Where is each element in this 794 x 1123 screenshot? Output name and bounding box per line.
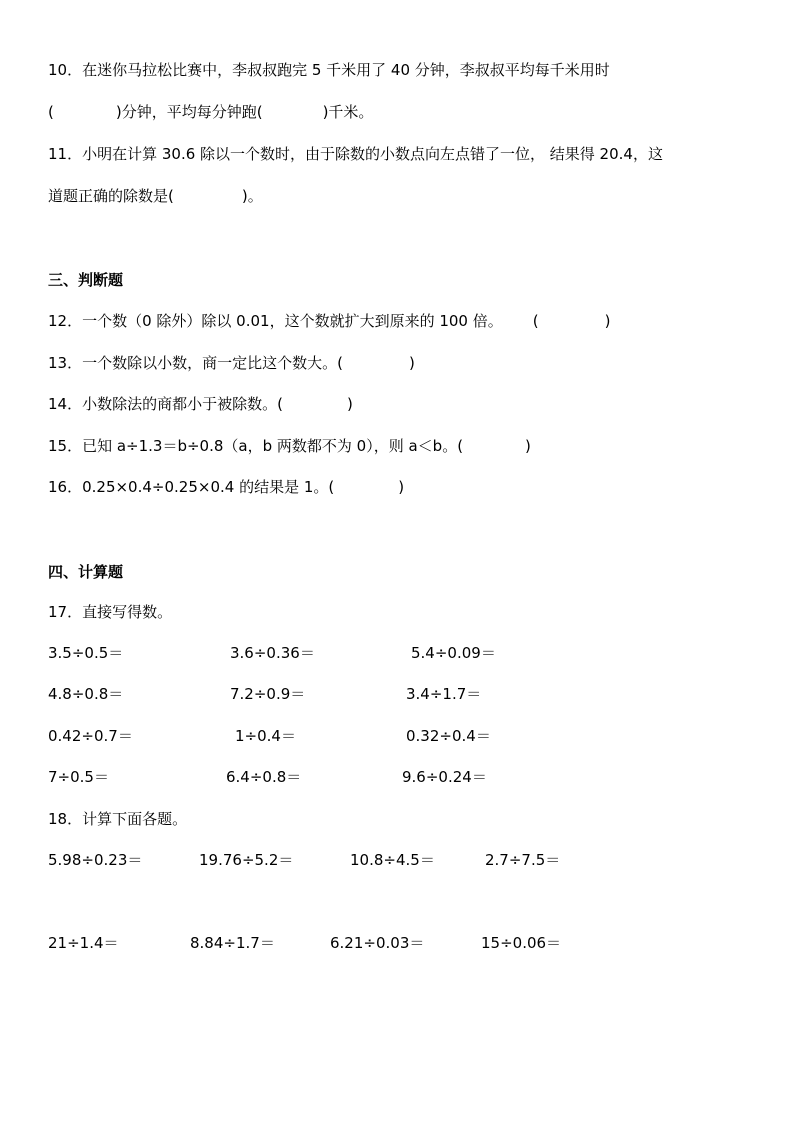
question-text: 15．已知 a÷1.3＝b÷0.8（a，b 两数都不为 0），则 a＜b。(	[48, 437, 464, 455]
calc-row	[0, 643, 794, 665]
calc-row	[0, 767, 794, 789]
calc-item: 5.4÷0.09＝	[411, 644, 496, 662]
calc-item: 1÷0.4＝	[235, 727, 296, 745]
question-text: 13．一个数除以小数，商一定比这个数大。(	[48, 354, 343, 372]
calc-row	[0, 933, 794, 955]
question-13	[48, 353, 415, 373]
close-paren: )	[525, 437, 531, 455]
calc-item: 21÷1.4＝	[48, 934, 119, 952]
question-10-end-text: )千米。	[322, 103, 374, 121]
close-paren: )	[346, 395, 353, 413]
calc-item: 6.4÷0.8＝	[226, 768, 302, 786]
question-text: 16．0.25×0.4÷0.25×0.4 的结果是 1。(	[48, 478, 335, 496]
calc-item: 3.5÷0.5＝	[48, 644, 124, 662]
calc-item: 2.7÷7.5＝	[485, 851, 561, 869]
calc-row	[0, 684, 794, 706]
calc-item: 5.98÷0.23＝	[48, 851, 143, 869]
question-12	[48, 311, 610, 331]
calc-row	[0, 850, 794, 872]
question-11-line1: 11．小明在计算 30.6 除以一个数时，由于除数的小数点向左点错了一位， 结果得 20.4，这	[48, 145, 663, 163]
question-10-open-paren: (	[48, 103, 54, 121]
question-text: 14．小数除法的商都小于被除数。(	[48, 395, 283, 413]
question-18: 18．计算下面各题。	[48, 810, 188, 828]
open-paren: (	[532, 312, 539, 330]
question-14	[48, 394, 353, 414]
calc-item: 0.42÷0.7＝	[48, 727, 133, 745]
question-10-mid-text: )分钟，平均每分钟跑(	[115, 103, 263, 121]
calc-row	[0, 726, 794, 748]
calc-item: 8.84÷1.7＝	[190, 934, 275, 952]
question-11-end-text: )。	[241, 187, 263, 205]
section-title-judge: 三、判断题	[48, 271, 124, 289]
calc-item: 3.6÷0.36＝	[230, 644, 315, 662]
question-11-text: 道题正确的除数是(	[48, 187, 174, 205]
close-paren: )	[604, 312, 611, 330]
question-11-line2	[48, 186, 263, 206]
calc-item: 10.8÷4.5＝	[350, 851, 435, 869]
section-title-calc: 四、计算题	[48, 563, 124, 581]
calc-item: 9.6÷0.24＝	[402, 768, 487, 786]
question-10-line2	[48, 102, 373, 122]
calc-item: 3.4÷1.7＝	[406, 685, 482, 703]
close-paren: )	[408, 354, 415, 372]
question-16	[48, 477, 404, 497]
calc-item: 6.21÷0.03＝	[330, 934, 425, 952]
question-10-line1: 10．在迷你马拉松比赛中，李叔叔跑完 5 千米用了 40 分钟，李叔叔平均每千米用时	[48, 61, 610, 79]
question-15	[48, 436, 531, 456]
calc-item: 4.8÷0.8＝	[48, 685, 124, 703]
calc-item: 15÷0.06＝	[481, 934, 562, 952]
question-17: 17．直接写得数。	[48, 603, 173, 621]
calc-item: 19.76÷5.2＝	[199, 851, 294, 869]
question-text: 12．一个数（0 除外）除以 0.01，这个数就扩大到原来的 100 倍。	[48, 312, 503, 330]
calc-item: 7.2÷0.9＝	[230, 685, 306, 703]
calc-item: 7÷0.5＝	[48, 768, 109, 786]
calc-item: 0.32÷0.4＝	[406, 727, 491, 745]
close-paren: )	[398, 478, 405, 496]
